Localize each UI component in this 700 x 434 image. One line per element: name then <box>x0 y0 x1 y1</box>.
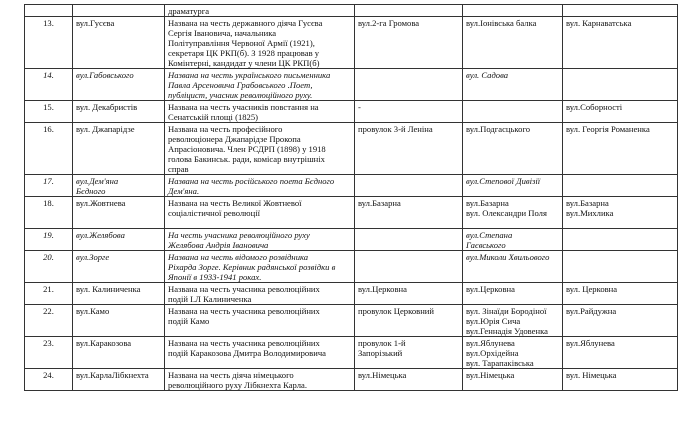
proposed-name-cell: вул. Садова <box>463 69 563 101</box>
naming-description-cell: Названа на честь учасників повстання на Сенатській площі (1825) <box>165 101 355 123</box>
naming-description-cell: Названа на честь відомого розвідника Ріхарда Зорге. Керівник радянської розвідки в Японії в 1933-1941 роках. <box>165 251 355 283</box>
table-row <box>25 69 678 101</box>
street-name-cell: вул.Зорге <box>73 251 165 283</box>
approved-name-cell: вул. Карнаватська <box>563 17 678 69</box>
proposed-name-cell <box>463 101 563 123</box>
row-number-cell: 24. <box>25 369 73 391</box>
proposed-name-cell: вул.Яблунева вул.Орхідейна вул. Тарапаківська <box>463 337 563 369</box>
naming-description-cell: Названа на честь російського поета Бєдного Дем'яна. <box>165 175 355 197</box>
street-name-cell: вул.Гусєва <box>73 17 165 69</box>
approved-name-cell <box>563 251 678 283</box>
former-name-cell: провулок 3-й Леніна <box>355 123 463 175</box>
row-number-cell: 13. <box>25 17 73 69</box>
row-number-cell: 16. <box>25 123 73 175</box>
former-name-cell: провулок 1-й Запорізький <box>355 337 463 369</box>
approved-name-cell: вул.Яблунева <box>563 337 678 369</box>
approved-name-cell: вул.Райдужна <box>563 305 678 337</box>
approved-name-cell: вул. Церковна <box>563 283 678 305</box>
row-number-cell: 17. <box>25 175 73 197</box>
document-page <box>24 4 678 391</box>
street-name-cell: вул.Желябова <box>73 229 165 251</box>
naming-description-cell: Названа на честь учасника революційних подій І.Л Калиниченка <box>165 283 355 305</box>
table-body <box>25 5 678 391</box>
table-row <box>25 305 678 337</box>
row-number-cell: 15. <box>25 101 73 123</box>
proposed-name-cell <box>463 5 563 17</box>
approved-name-cell <box>563 175 678 197</box>
proposed-name-cell: вул.Миколи Хвильового <box>463 251 563 283</box>
proposed-name-cell: вул. Зінаїди Бородіної вул.Юрія Сича вул.Геннадія Удовенка <box>463 305 563 337</box>
street-name-cell: вул. Джапарідзе <box>73 123 165 175</box>
former-name-cell: провулок Церковний <box>355 305 463 337</box>
naming-description-cell: драматурга <box>165 5 355 17</box>
proposed-name-cell: вул.Подгасцького <box>463 123 563 175</box>
former-name-cell <box>355 5 463 17</box>
street-name-cell: вул.Каракозова <box>73 337 165 369</box>
former-name-cell <box>355 229 463 251</box>
street-name-cell: вул. Декабристів <box>73 101 165 123</box>
approved-name-cell <box>563 229 678 251</box>
table-row <box>25 283 678 305</box>
row-number-cell: 23. <box>25 337 73 369</box>
row-number-cell <box>25 5 73 17</box>
street-name-cell <box>73 5 165 17</box>
approved-name-cell: вул. Німецька <box>563 369 678 391</box>
naming-description-cell: На честь учасника революційного руху Желябова Андрія Івановича <box>165 229 355 251</box>
street-name-cell: вул.Габовського <box>73 69 165 101</box>
former-name-cell: вул.Базарна <box>355 197 463 229</box>
proposed-name-cell: вул.Німецька <box>463 369 563 391</box>
table-row <box>25 369 678 391</box>
approved-name-cell <box>563 5 678 17</box>
table-row <box>25 17 678 69</box>
table-row <box>25 251 678 283</box>
row-number-cell: 19. <box>25 229 73 251</box>
row-number-cell: 20. <box>25 251 73 283</box>
former-name-cell: - <box>355 101 463 123</box>
street-name-cell: вул.Жовтнева <box>73 197 165 229</box>
approved-name-cell: вул.Базарна вул.Михлика <box>563 197 678 229</box>
approved-name-cell <box>563 69 678 101</box>
table-row <box>25 229 678 251</box>
naming-description-cell: Названа на честь професійного революціонера Джапарідзе Прокопа Апрасіоновича. Член РСДРП (1898) у 1918 голова Бакинськ. ради, комісар внутрішніх справ <box>165 123 355 175</box>
table-row <box>25 101 678 123</box>
row-number-cell: 21. <box>25 283 73 305</box>
table-row <box>25 175 678 197</box>
naming-description-cell: Названа на честь Великої Жовтневої соціалістичної революції <box>165 197 355 229</box>
former-name-cell <box>355 251 463 283</box>
former-name-cell <box>355 175 463 197</box>
row-number-cell: 18. <box>25 197 73 229</box>
naming-description-cell: Названа на честь українського письменника Павла Арсеновича Грабовського .Поет, публіцист, учасник революційного руху. <box>165 69 355 101</box>
approved-name-cell: вул.Соборності <box>563 101 678 123</box>
table-row <box>25 337 678 369</box>
proposed-name-cell: вул.Степової Дивізії <box>463 175 563 197</box>
naming-description-cell: Названа на честь державного діяча Гусєва Сергія Івановича, начальника Політуправління Червоної Армії (1921), секретаря ЦК РКП(б). З 1928 працював у Комінтерні, кандидат у члени ЦК РКП(б) <box>165 17 355 69</box>
former-name-cell: вул.Німецька <box>355 369 463 391</box>
row-number-cell: 14. <box>25 69 73 101</box>
approved-name-cell: вул. Георгія Романенка <box>563 123 678 175</box>
former-name-cell: вул.2-га Громова <box>355 17 463 69</box>
former-name-cell: вул.Церковна <box>355 283 463 305</box>
street-name-cell: вул. Калиниченка <box>73 283 165 305</box>
table-row <box>25 123 678 175</box>
naming-description-cell: Названа на честь діяча німецького революційного руху Лібкнехта Карла. <box>165 369 355 391</box>
proposed-name-cell: вул.Іонівська балка <box>463 17 563 69</box>
street-name-cell: вул.КарлаЛібкнехта <box>73 369 165 391</box>
proposed-name-cell: вул.Базарна вул. Олександри Поля <box>463 197 563 229</box>
naming-description-cell: Названа на честь учасника революційних подій Каракозова Дмитра Володимировича <box>165 337 355 369</box>
street-name-cell: вул.Дем'яна Бєдного <box>73 175 165 197</box>
former-name-cell <box>355 69 463 101</box>
proposed-name-cell: вул.Степана Гаєвського <box>463 229 563 251</box>
street-renaming-table <box>24 4 678 391</box>
naming-description-cell: Названа на честь учасника революційних подій Камо <box>165 305 355 337</box>
street-name-cell: вул.Камо <box>73 305 165 337</box>
table-row <box>25 197 678 229</box>
table-row <box>25 5 678 17</box>
row-number-cell: 22. <box>25 305 73 337</box>
proposed-name-cell: вул.Церковна <box>463 283 563 305</box>
